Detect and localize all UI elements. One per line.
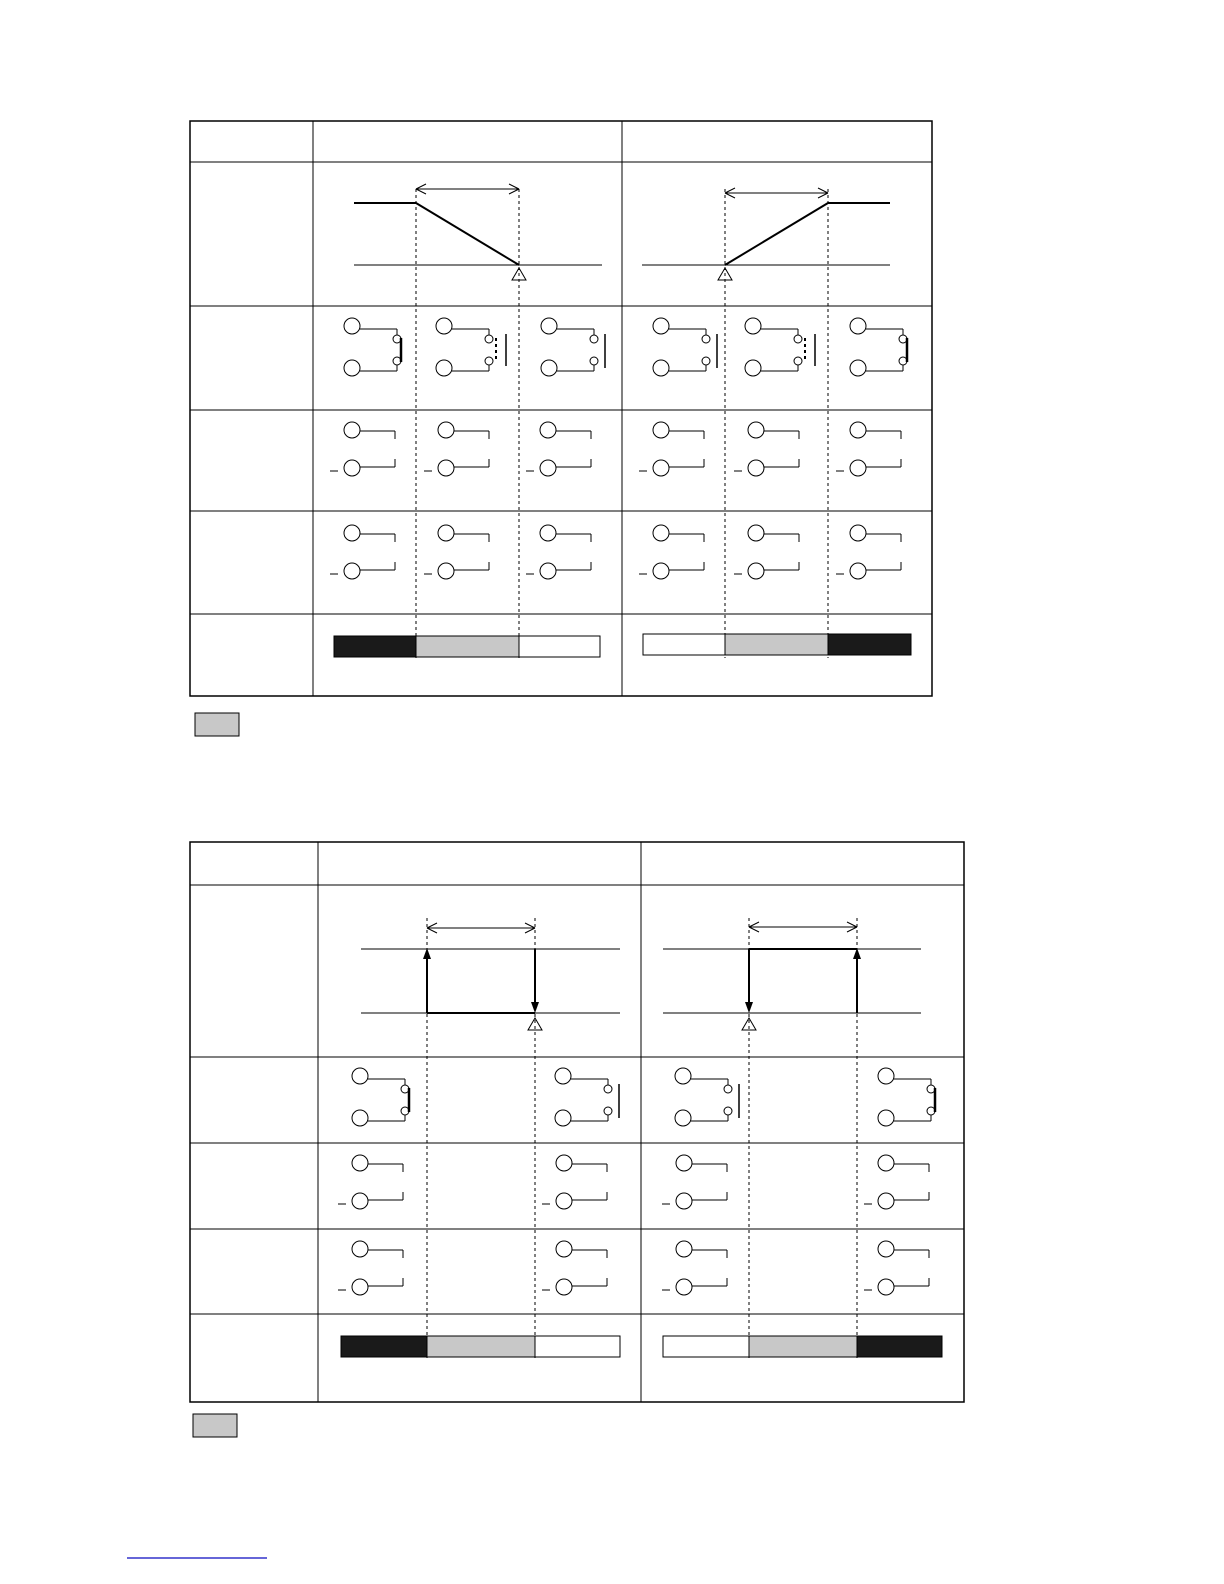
arrow-right-b <box>818 193 828 198</box>
output-terminal-negative <box>556 1279 572 1295</box>
output-terminal-positive <box>676 1241 692 1257</box>
output-bar-direct-partial <box>749 1336 857 1357</box>
contact-point-top <box>590 335 598 343</box>
output-terminal-negative <box>676 1279 692 1295</box>
output-terminal-positive <box>344 422 360 438</box>
output-bar-direct-on <box>828 634 911 655</box>
terminal-circle-top <box>436 318 452 334</box>
output-symbol-reverse-1-2 <box>526 525 591 579</box>
output-symbol-reverse-0-1 <box>424 422 489 476</box>
output-terminal-positive <box>352 1155 368 1171</box>
terminal-circle-top <box>555 1068 571 1084</box>
contact-point-bottom <box>590 357 598 365</box>
arrow-left-a <box>427 923 437 928</box>
terminal-circle-bottom <box>653 360 669 376</box>
output-symbol-direct-0-0 <box>662 1155 727 1209</box>
output-terminal-positive <box>556 1155 572 1171</box>
terminal-circle-top <box>850 318 866 334</box>
output-terminal-positive <box>878 1155 894 1171</box>
terminal-circle-bottom <box>878 1110 894 1126</box>
output-symbol-reverse-1-1 <box>424 525 489 579</box>
output-symbol-direct-1-0 <box>639 525 704 579</box>
output-terminal-positive <box>653 422 669 438</box>
output-symbol-direct-0-1 <box>734 422 799 476</box>
terminal-circle-bottom <box>850 360 866 376</box>
output-bar-reverse-partial <box>416 636 519 657</box>
output-symbol-direct-1-2 <box>836 525 901 579</box>
relay-contact-direct-0 <box>675 1068 739 1126</box>
output-symbol-direct-0-2 <box>836 422 901 476</box>
arrow-right-a <box>847 922 857 927</box>
output-terminal-negative <box>344 460 360 476</box>
arrow-right-b <box>525 928 535 933</box>
relay-contact-reverse-2 <box>541 318 605 376</box>
terminal-circle-top <box>344 318 360 334</box>
output-terminal-positive <box>850 422 866 438</box>
output-terminal-positive <box>748 525 764 541</box>
output-bar-direct-off <box>663 1336 749 1357</box>
graph-reverse-ramp <box>416 203 519 265</box>
terminal-circle-top <box>675 1068 691 1084</box>
diagram-table-proportional <box>190 121 932 736</box>
legend-swatch-partial <box>193 1414 237 1437</box>
output-symbol-reverse-0-2 <box>526 422 591 476</box>
graph-direct-ramp <box>725 203 828 265</box>
output-terminal-negative <box>850 563 866 579</box>
output-terminal-negative <box>438 563 454 579</box>
contact-point-top <box>724 1085 732 1093</box>
terminal-circle-top <box>878 1068 894 1084</box>
relay-contact-reverse-1 <box>555 1068 619 1126</box>
output-terminal-positive <box>352 1241 368 1257</box>
contact-point-top <box>604 1085 612 1093</box>
output-symbol-reverse-1-0 <box>338 1241 403 1295</box>
contact-point-bottom <box>702 357 710 365</box>
output-symbol-reverse-0-0 <box>338 1155 403 1209</box>
relay-contact-direct-1 <box>878 1068 935 1126</box>
output-bar-reverse-partial <box>427 1336 535 1357</box>
output-terminal-positive <box>850 525 866 541</box>
arrow-right-a <box>525 923 535 928</box>
output-bar-direct-on <box>857 1336 942 1357</box>
output-symbol-reverse-0-1 <box>542 1155 607 1209</box>
terminal-circle-top <box>745 318 761 334</box>
contact-point-top <box>702 335 710 343</box>
diagram-table-on-off <box>190 842 964 1437</box>
relay-contact-reverse-0 <box>352 1068 409 1126</box>
terminal-circle-bottom <box>541 360 557 376</box>
output-terminal-negative <box>748 563 764 579</box>
terminal-circle-top <box>653 318 669 334</box>
relay-contact-direct-2 <box>850 318 907 376</box>
output-terminal-positive <box>540 422 556 438</box>
arrow-left-b <box>749 927 759 932</box>
terminal-circle-bottom <box>555 1110 571 1126</box>
arrow-left-a <box>416 184 426 189</box>
output-terminal-negative <box>748 460 764 476</box>
output-terminal-positive <box>344 525 360 541</box>
output-terminal-negative <box>878 1279 894 1295</box>
terminal-circle-top <box>352 1068 368 1084</box>
output-terminal-negative <box>344 563 360 579</box>
contact-point-top <box>794 335 802 343</box>
terminal-circle-bottom <box>675 1110 691 1126</box>
output-terminal-negative <box>540 563 556 579</box>
output-bar-reverse-off <box>535 1336 620 1357</box>
output-terminal-negative <box>556 1193 572 1209</box>
output-terminal-negative <box>653 460 669 476</box>
contact-point-bottom <box>485 357 493 365</box>
legend-swatch-partial <box>195 713 239 736</box>
output-terminal-positive <box>438 525 454 541</box>
output-terminal-negative <box>540 460 556 476</box>
output-terminal-positive <box>676 1155 692 1171</box>
output-symbol-direct-1-1 <box>734 525 799 579</box>
relay-contact-direct-1 <box>745 318 815 376</box>
arrow-left-a <box>725 188 735 193</box>
output-symbol-reverse-0-0 <box>330 422 395 476</box>
output-bar-reverse-on <box>334 636 416 657</box>
output-terminal-positive <box>556 1241 572 1257</box>
arrow-left-b <box>725 193 735 198</box>
terminal-circle-bottom <box>344 360 360 376</box>
output-bar-direct-off <box>643 634 725 655</box>
arrow-right-a <box>818 188 828 193</box>
contact-point-top <box>485 335 493 343</box>
output-terminal-negative <box>438 460 454 476</box>
output-terminal-positive <box>653 525 669 541</box>
arrow-left-b <box>427 928 437 933</box>
terminal-circle-top <box>541 318 557 334</box>
contact-point-bottom <box>724 1107 732 1115</box>
table-border <box>190 842 964 1402</box>
arrow-right-b <box>847 927 857 932</box>
terminal-circle-bottom <box>352 1110 368 1126</box>
arrow-left-a <box>749 922 759 927</box>
output-terminal-negative <box>850 460 866 476</box>
output-bar-reverse-on <box>341 1336 427 1357</box>
output-symbol-reverse-1-1 <box>542 1241 607 1295</box>
output-terminal-positive <box>540 525 556 541</box>
output-bar-reverse-off <box>519 636 600 657</box>
contact-point-bottom <box>604 1107 612 1115</box>
output-terminal-negative <box>878 1193 894 1209</box>
output-terminal-positive <box>438 422 454 438</box>
contact-point-bottom <box>794 357 802 365</box>
relay-contact-reverse-0 <box>344 318 401 376</box>
output-terminal-negative <box>676 1193 692 1209</box>
terminal-circle-bottom <box>436 360 452 376</box>
output-terminal-negative <box>352 1193 368 1209</box>
relay-contact-direct-0 <box>653 318 717 376</box>
output-symbol-direct-0-0 <box>639 422 704 476</box>
output-terminal-negative <box>653 563 669 579</box>
arrow-right-a <box>509 184 519 189</box>
output-terminal-positive <box>748 422 764 438</box>
relay-contact-reverse-1 <box>436 318 506 376</box>
arrow-right-b <box>509 189 519 194</box>
output-terminal-negative <box>352 1279 368 1295</box>
arrow-left-b <box>416 189 426 194</box>
output-symbol-direct-0-1 <box>864 1155 929 1209</box>
terminal-circle-bottom <box>745 360 761 376</box>
output-symbol-direct-1-0 <box>662 1241 727 1295</box>
output-symbol-direct-1-1 <box>864 1241 929 1295</box>
output-terminal-positive <box>878 1241 894 1257</box>
output-symbol-reverse-1-0 <box>330 525 395 579</box>
output-bar-direct-partial <box>725 634 828 655</box>
